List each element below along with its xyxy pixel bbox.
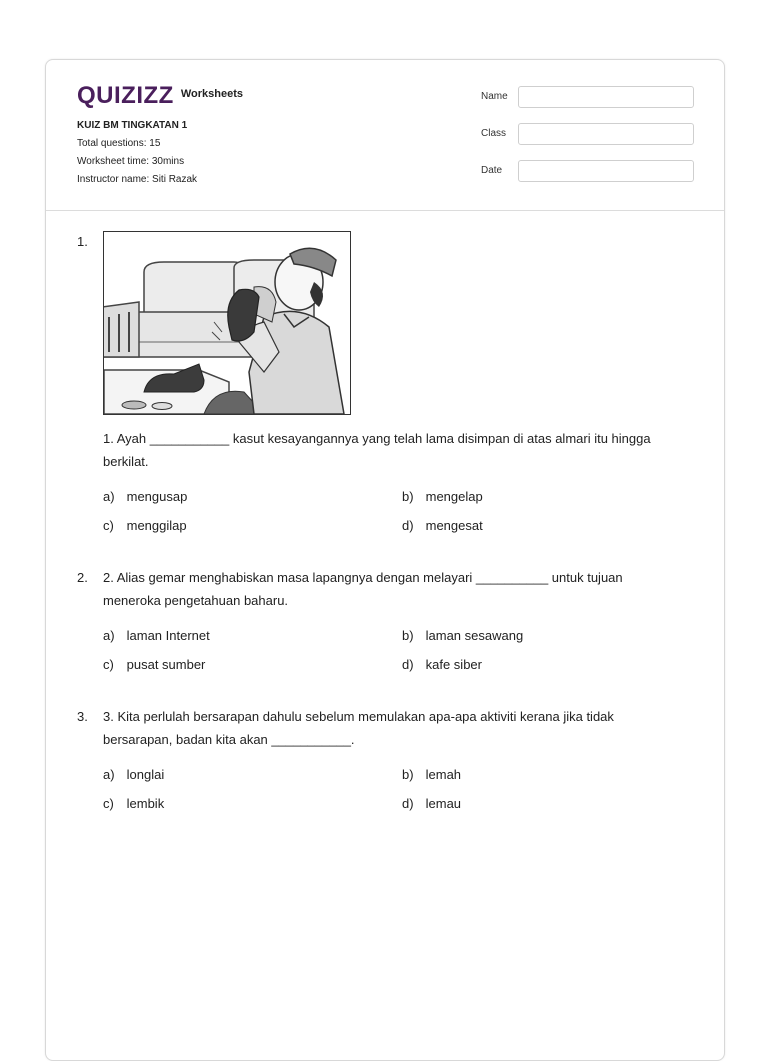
question-2-text: 2. Alias gemar menghabiskan masa lapangnya dengan melayari __________ untuk tujuan meneroka pengetahuan baharu. [103,570,623,608]
question-3-option-c[interactable] [103,796,164,811]
option-text: laman sesawang [425,628,524,643]
man-polishing-shoe-image [104,232,350,414]
total-questions: Total questions: 15 [77,138,161,149]
name-field[interactable] [518,86,694,108]
option-text: laman Internet [126,628,210,643]
logo-wordmark: QUIZIZZ [77,82,174,109]
question-2-option-a[interactable] [103,628,210,643]
option-letter: c) [103,796,114,811]
option-text: lemau [425,796,462,811]
quizizz-logo [77,82,243,110]
question-1-option-a[interactable] [103,489,187,504]
option-letter: d) [402,518,414,533]
question-3-text: 3. Kita perlulah bersarapan dahulu sebelum memulakan apa-apa aktiviti kerana jika tidak bersarapan, badan kita akan ___________. [103,709,614,747]
option-text: lemah [425,767,462,782]
class-field[interactable] [518,123,694,145]
instructor-name: Instructor name: Siti Razak [77,174,198,185]
date-field[interactable] [518,160,694,182]
option-text: mengusap [126,489,188,504]
option-letter: c) [103,518,114,533]
name-label: Name [481,91,508,102]
option-letter: a) [103,628,115,643]
question-2-number: 2. [77,570,88,585]
option-letter: d) [402,796,414,811]
option-letter: c) [103,657,114,672]
question-1-option-d[interactable] [402,518,483,533]
question-2-option-c[interactable] [103,657,205,672]
option-text: menggilap [126,518,187,533]
question-1-text: 1. Ayah ___________ kasut kesayangannya yang telah lama disimpan di atas almari itu hingga berkilat. [103,431,651,469]
question-1-number: 1. [77,234,88,249]
date-label: Date [481,165,503,176]
option-letter: b) [402,628,414,643]
question-3-number: 3. [77,709,88,724]
worksheet-time: Worksheet time: 30mins [77,156,185,167]
logo-subtitle: Worksheets [180,88,243,100]
option-text: mengesat [425,518,483,533]
question-3-option-b[interactable] [402,767,461,782]
option-letter: b) [402,489,414,504]
option-letter: b) [402,767,414,782]
worksheet-header [46,60,724,211]
option-text: lembik [126,796,165,811]
option-letter: a) [103,489,115,504]
question-3-option-a[interactable] [103,767,164,782]
question-2-option-d[interactable] [402,657,482,672]
question-1-illustration [103,231,351,415]
quiz-title: KUIZ BM TINGKATAN 1 [77,120,188,131]
option-letter: a) [103,767,115,782]
question-1-option-c[interactable] [103,518,187,533]
question-1-option-b[interactable] [402,489,483,504]
option-text: pusat sumber [126,657,206,672]
question-2-option-b[interactable] [402,628,523,643]
option-text: longlai [126,767,165,782]
option-text: mengelap [425,489,483,504]
worksheet-page [45,59,725,1061]
option-text: kafe siber [425,657,482,672]
option-letter: d) [402,657,414,672]
question-3-option-d[interactable] [402,796,461,811]
class-label: Class [481,128,507,139]
